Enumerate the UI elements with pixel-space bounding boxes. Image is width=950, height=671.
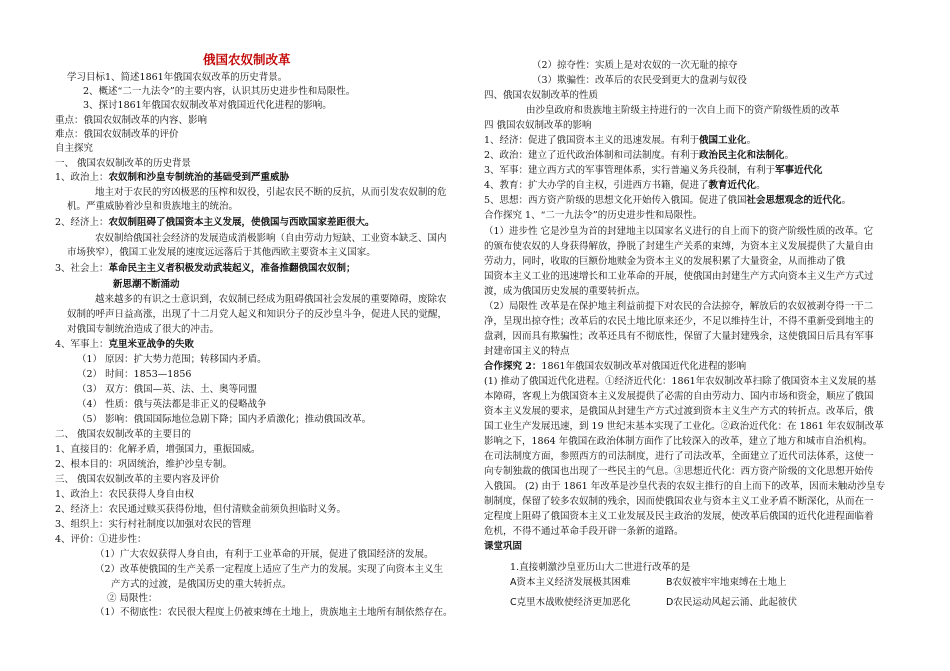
left-line — [55, 339, 194, 351]
right-line: (1) 推动了俄国近代化进程。①经济近代化：1861年农奴制改革扫除了俄国资本主义发展的基 — [484, 376, 877, 387]
left-line: （5） 影响：俄国国际地位急剧下降；国内矛盾激化；推动俄国改革。 — [77, 414, 372, 425]
left-line: （1）不彻底性：农民很大程度上仍被束缚在土地上，贵族地主土地所有制依然存在。 — [95, 607, 453, 618]
right-line: 危机，不得不通过革命手段开辟一条新的道路。 — [484, 526, 684, 537]
line-text: 1、经济：促进了俄国资本主义的迅速发展。有利于 — [484, 135, 700, 146]
emphasis-text: 俄国工业化 — [699, 135, 747, 146]
right-line: 的颁布使农奴的人身获得解放，挣脱了封建生产关系的束缚，为资本主义发展提供了大量自由 — [484, 241, 874, 252]
left-line: 农奴制给俄国社会经济的发展造成消极影响（自由劳动力短缺、工业资本缺乏、国内 — [95, 233, 447, 244]
line-text: 3、社会上： — [55, 263, 109, 274]
emphasis-text: 农奴制和沙皇专制统治的基础受到严重威胁 — [108, 172, 290, 183]
right-line — [484, 541, 522, 553]
right-line: 盘剥，因而具有欺骗性；改革还具有不彻底性，保留了大量封建残余，这使俄国日后具有军事 — [484, 331, 874, 342]
right-line: 国资本主义工业的迅速增长和工业革命的开展，使俄国由封建生产方式向资本主义生产方式过 — [484, 271, 874, 282]
line-text: 1861年俄国农奴制改革对俄国近代化进程的影响 — [541, 361, 747, 372]
left-line: 机。严重威胁着沙皇和贵族地主的统治。 — [67, 201, 239, 212]
emphasis-text: 教育近代化 — [708, 180, 757, 191]
emphasis-text: 农奴制阻碍了俄国资本主义发展，使俄国与西欧国家差距很大。 — [108, 217, 375, 228]
left-line: （3） 双方：俄国—英、法、土、奥等同盟 — [77, 384, 258, 395]
left-line: 地主对于农民的穷凶极恶的压榨和奴役，引起农民不断的反抗，从而引发农奴制的危 — [95, 187, 447, 198]
left-line: 难点：俄国农奴制改革的评价 — [55, 129, 179, 140]
left-line: 重点：俄国农奴制改革的内容、影响 — [55, 115, 208, 126]
left-line: （1）广大农奴获得人身自由，有利于工业革命的开展，促进了俄国经济的发展。 — [95, 549, 434, 560]
left-line: 4、评价：①进步性： — [55, 534, 147, 545]
left-line — [55, 172, 289, 184]
left-line: （4） 性质：俄与英法都是非正义的侵略战争 — [77, 399, 267, 410]
right-line: 封建帝国主义的特点 — [484, 346, 570, 357]
question-stem: 1.直接刺激沙皇亚历山大二世进行改革的是 — [510, 562, 691, 573]
line-text: 5、思想：西方资产阶级的思想文化开始传入俄国。促进了俄国 — [484, 195, 747, 206]
left-line: 自主探究 — [55, 143, 94, 154]
left-line: 越来越多的有识之士意识到，农奴制已经成为阻碍俄国社会发展的重要障碍，废除农 — [95, 294, 447, 305]
line-text: 2、经济上： — [55, 217, 109, 228]
left-line: （1） 原因：扩大势力范围；转移国内矛盾。 — [77, 354, 267, 365]
line-text: 。 — [756, 180, 766, 191]
line-text: 。 — [784, 150, 795, 161]
left-line: 奴制的呼声日益高涨，出现了十二月党人起义和知识分子的反沙皇斗争，促进人民的觉醒， — [67, 309, 448, 320]
right-line: 影响之下，1864 年俄国在政治体制方面作了比较深入的改革，建立了地方和城市自治机构。 — [484, 436, 873, 447]
right-line: 净，呈现出掠夺性；改革后的农民土地比原来还少，不足以维持生计，不得不重新受到地主的 — [484, 316, 874, 327]
emphasis-text: 革命民主主义者积极发动武装起义，准备推翻俄国农奴制； — [108, 263, 356, 274]
right-line: （3）欺骗性：改革后的农民受到更大的盘剥与奴役 — [532, 75, 748, 86]
line-text: 2、政治：建立了近代政治体制和司法制度。有利于 — [484, 150, 700, 161]
left-line: （2）改革使俄国的生产关系一定程度上适应了生产力的发展。实现了向资本主义生 — [95, 564, 444, 575]
right-line: 由沙皇政府和贵族地主阶级主持进行的一次自上而下的资产阶级性质的改革 — [526, 105, 840, 116]
emphasis-text: 课堂巩固 — [484, 541, 523, 552]
line-text: 1、政治上： — [55, 172, 109, 183]
option-a[interactable]: A资本主义经济发展极其困难 — [510, 577, 631, 588]
line-text: 。 — [841, 195, 852, 206]
left-line: 一、 俄国农奴制改革的历史背景 — [55, 158, 192, 169]
right-line: 劳动力，同时，收取的巨额份地赎金为资本主义的发展积累了大量资金，从而推动了俄 — [484, 256, 846, 267]
emphasis-text: 社会思想观念的近代化 — [746, 195, 842, 206]
line-text: 4、军事上： — [55, 339, 109, 350]
emphasis-text: 合作探究 2： — [484, 361, 542, 372]
right-line: （2）局限性 改革是在保护地主利益前提下对农民的合法掠夺，解放后的农奴被剥夺得一干二 — [484, 301, 874, 312]
left-line: 学习目标1、简述1861年俄国农奴改革的历史背景。 — [67, 72, 288, 83]
left-line: 3、组织上：实行村社制度以加强对农民的管理 — [55, 519, 252, 530]
left-line — [55, 263, 356, 275]
option-b[interactable]: B农奴被牢牢地束缚在土地上 — [666, 577, 787, 588]
right-line — [484, 150, 794, 162]
left-line — [55, 217, 375, 229]
right-line: 四 俄国农奴制改革的影响 — [484, 120, 592, 131]
left-line: （2） 时间：1853—1856 — [77, 369, 192, 380]
right-line: 国工业生产发展迅速，到 19 世纪末基本实现了工业化。②政治近代化：在 1861 年农奴制改革 — [484, 421, 884, 432]
right-line: 资本主义发展的要求，是俄国从封建生产方式过渡到资本主义生产方式的转折点。改革后，俄 — [484, 406, 874, 417]
right-line: 本障碍，客观上为俄国资本主义发展提供了必需的自由劳动力、国内市场和资金，顺应了俄国 — [484, 391, 874, 402]
left-line — [113, 279, 180, 291]
right-line: 在司法制度方面，参照西方的司法制度，进行了司法改革，全面建立了近代司法体系，这使一 — [484, 451, 874, 462]
left-line: 2、根本目的：巩固统治，维护沙皇专制。 — [55, 459, 233, 470]
right-line — [484, 361, 746, 373]
emphasis-text: 新思潮不断涌动 — [113, 279, 180, 290]
left-line: 三、 俄国农奴制改革的主要内容及评价 — [55, 474, 220, 485]
right-line — [484, 180, 766, 192]
right-line — [484, 195, 851, 207]
right-line: 入俄国。 (2) 由于 1861 年改革是沙皇代表的农奴主推行的自上而下的改革，因而未触动沙皇专 — [484, 481, 886, 492]
right-line: 向专制独裁的俄国也出现了一些民主的气息。③思想近代化：西方资产阶级的文化思想开始传 — [484, 466, 874, 477]
right-line: （1）进步性 它是沙皇为首的封建地主以国家名义进行的自上而下的资产阶级性质的改革。它 — [484, 226, 874, 237]
page-title: 俄国农奴制改革 — [203, 52, 291, 67]
left-line: ② 局限性： — [107, 593, 158, 604]
right-line: （2）掠夺性：实质上是对农奴的一次无耻的掠夺 — [532, 60, 738, 71]
emphasis-text: 政治民主化和法制化 — [699, 150, 785, 161]
right-line — [484, 165, 823, 177]
right-line — [484, 135, 756, 147]
left-line: 3、探讨1861年俄国农奴制改革对俄国近代化进程的影响。 — [83, 100, 332, 111]
right-line: 四、俄国农奴制改革的性质 — [484, 90, 599, 101]
left-line: 1、直接目的：化解矛盾，增强国力，重振国威。 — [55, 444, 261, 455]
left-line: 二、 俄国农奴制改革的主要目的 — [55, 429, 192, 440]
right-line: 定程度上阻碍了俄国资本主义工业发展及民主政治的发展，使改革后俄国的近代化进程面临着 — [484, 511, 874, 522]
emphasis-text: 军事近代化 — [775, 165, 823, 176]
line-text: 3、军事：建立西方式的军事管理体系，实行普遍义务兵役制，有利于 — [484, 165, 776, 176]
right-line: 合作探究 1、“二一九法令”的历史进步性和局限性。 — [484, 210, 703, 221]
left-line: 1、政治上：农民获得人身自由权 — [55, 489, 195, 500]
option-c[interactable]: C克里木战败使经济更加恶化 — [510, 597, 631, 608]
line-text: 4、教育：扩大办学的自主权，引进西方书籍，促进了 — [484, 180, 709, 191]
left-line: 2、经济上：农民通过赎买获得份地，但付清赎金前须负担临时义务。 — [55, 504, 347, 515]
right-line: 渡，成为俄国历史发展的重要转折点。 — [484, 286, 646, 297]
option-d[interactable]: D农民运动风起云涌、此起彼伏 — [666, 597, 797, 608]
left-line: 市场狭窄），俄国工业发展的速度远远落后于其他西欧主要资本主义国家。 — [67, 247, 376, 258]
right-line: 制制度，保留了较多农奴制的残余，因而使俄国农业与资本主义工业矛盾不断深化，从而在一 — [484, 496, 874, 507]
left-line: 2、概述“二一九法令”的主要内容，认识其历史进步性和局限性。 — [83, 86, 356, 97]
left-line: 对俄国专制统治造成了很大的冲击。 — [67, 324, 220, 335]
left-line: 产方式的过渡，是俄国历史的重大转折点。 — [111, 579, 292, 590]
emphasis-text: 克里米亚战争的失败 — [108, 339, 195, 350]
line-text: 。 — [746, 135, 757, 146]
